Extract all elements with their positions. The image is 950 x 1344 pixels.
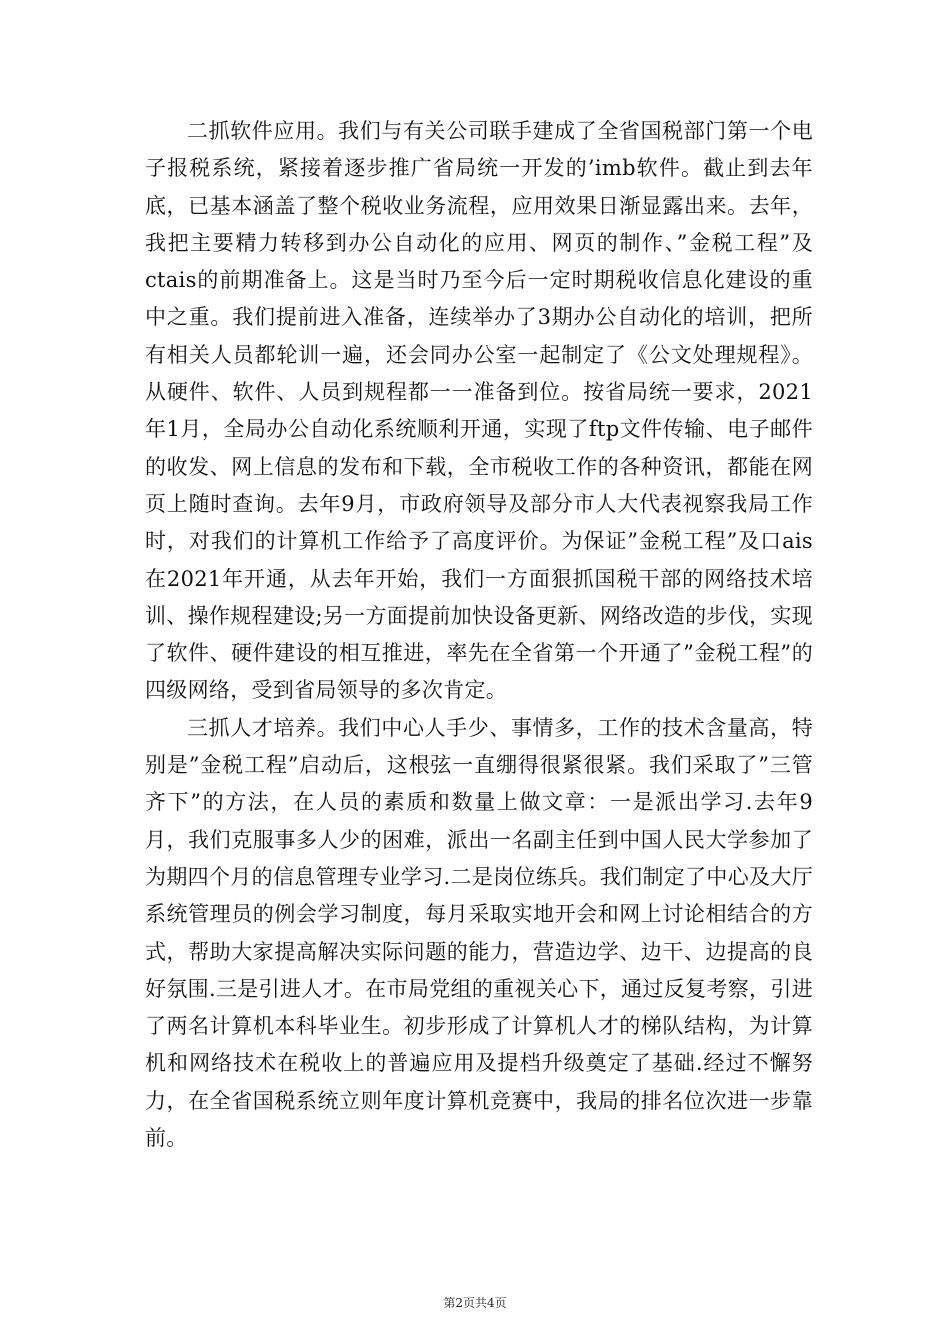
paragraph-software-application: 二抓软件应用。我们与有关公司联手建成了全省国税部门第一个电子报税系统，紧接着逐步推广省局统一开发的’imb软件。截止到去年底，已基本涵盖了整个税收业务流程，应用效果日渐显露出来。去年，我把主要精力转移到办公自动化的应用、网页的制作、”金税工程”及ctais的前期准备上。这是当时乃至今后一定时期税收信息化建设的重中之重。我们提前进入准备，连续举办了3期办公自动化的培训，把所有相关人员都轮训一遍，还会同办公室一起制定了《公文处理规程》。从硬件、软件、人员到规程都一一准备到位。按省局统一要求，2021年1月，全局办公自动化系统顺利开通，实现了ftp文件传输、电子邮件的收发、网上信息的发布和下载，全市税收工作的各种资讯，都能在网页上随时查询。去年9月，市政府领导及部分市人大代表视察我局工作时，对我们的计算机工作给予了高度评价。为保证”金税工程”及口ais在2021年开通，从去年开始，我们一方面狠抓国税干部的网络技术培训、操作规程建设;另一方面提前加快设备更新、网络改造的步伐，实现了软件、硬件建设的相互推进，率先在全省第一个开通了”金税工程”的四级网络，受到省局领导的多次肯定。 (145, 119, 813, 703)
paragraph-talent-training: 三抓人才培养。我们中心人手少、事情多，工作的技术含量高，特别是”金税工程”启动后，这根弦一直绷得很紧很紧。我们采取了”三管齐下”的方法，在人员的素质和数量上做文章：一是派出学习.去年9月，我们克服事多人少的困难，派出一名副主任到中国人民大学参加了为期四个月的信息管理专业学习.二是岗位练兵。我们制定了中心及大厅系统管理员的例会学习制度，每月采取实地开会和网上讨论相结合的方式，帮助大家提高解决实际问题的能力，营造边学、边干、边提高的良好氛围.三是引进人才。在市局党组的重视关心下，通过反复考察，引进了两名计算机本科毕业生。初步形成了计算机人才的梯队结构，为计算机和网络技术在税收上的普遍应用及提档升级奠定了基础.经过不懈努力，在全省国税系统立则年度计算机竞赛中，我局的排名位次进一步靠前。 (145, 715, 813, 1151)
document-body (145, 113, 813, 1157)
page-number-footer: 第2页共4页 (443, 1296, 507, 1310)
